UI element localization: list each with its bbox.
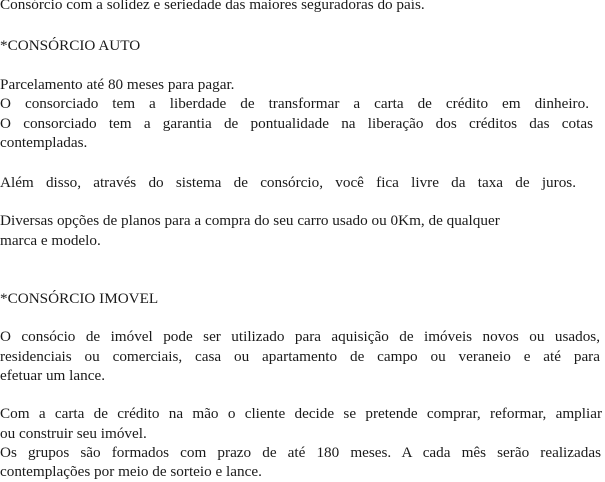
imovel-usage-text-end: efetuar um lance. bbox=[0, 367, 105, 384]
auto-freedom-text: O consorciado tem a liberdade de transformar a carta de crédito em dinheiro. bbox=[0, 95, 589, 112]
auto-plans-text: Diversas opções de planos para a compra do seu carro usado ou 0Km, de qualquer bbox=[0, 212, 500, 229]
imovel-usage-text-cont: residenciais ou comerciais, casa ou apartamento de campo ou veraneio e até para bbox=[0, 348, 600, 365]
imovel-groups-text-cont: contemplações por meio de sorteio e lance. bbox=[0, 463, 262, 480]
auto-interest-text: Além disso, através do sistema de consórcio, você fica livre da taxa de juros. bbox=[0, 174, 576, 191]
section-heading-imovel: *CONSÓRCIO IMOVEL bbox=[0, 290, 159, 307]
imovel-credit-text-cont: ou construir seu imóvel. bbox=[0, 425, 147, 442]
auto-installments-text: Parcelamento até 80 meses para pagar. bbox=[0, 76, 235, 93]
intro-text: Consórcio com a solidez e seriedade das maiores seguradoras do país. bbox=[0, 0, 425, 13]
imovel-credit-text: Com a carta de crédito na mão o cliente decide se pretende comprar, reformar, ampliar bbox=[0, 405, 602, 422]
section-heading-auto: *CONSÓRCIO AUTO bbox=[0, 37, 141, 54]
imovel-usage-text: O consócio de imóvel pode ser utilizado para aquisição de imóveis novos ou usados, bbox=[0, 328, 600, 345]
auto-guarantee-text-cont: contempladas. bbox=[0, 134, 88, 151]
imovel-groups-text: Os grupos são formados com prazo de até 180 meses. A cada mês serão realizadas bbox=[0, 444, 601, 461]
auto-plans-text-cont: marca e modelo. bbox=[0, 232, 101, 249]
auto-guarantee-text: O consorciado tem a garantia de pontualidade na liberação dos créditos das cotas bbox=[0, 115, 593, 132]
